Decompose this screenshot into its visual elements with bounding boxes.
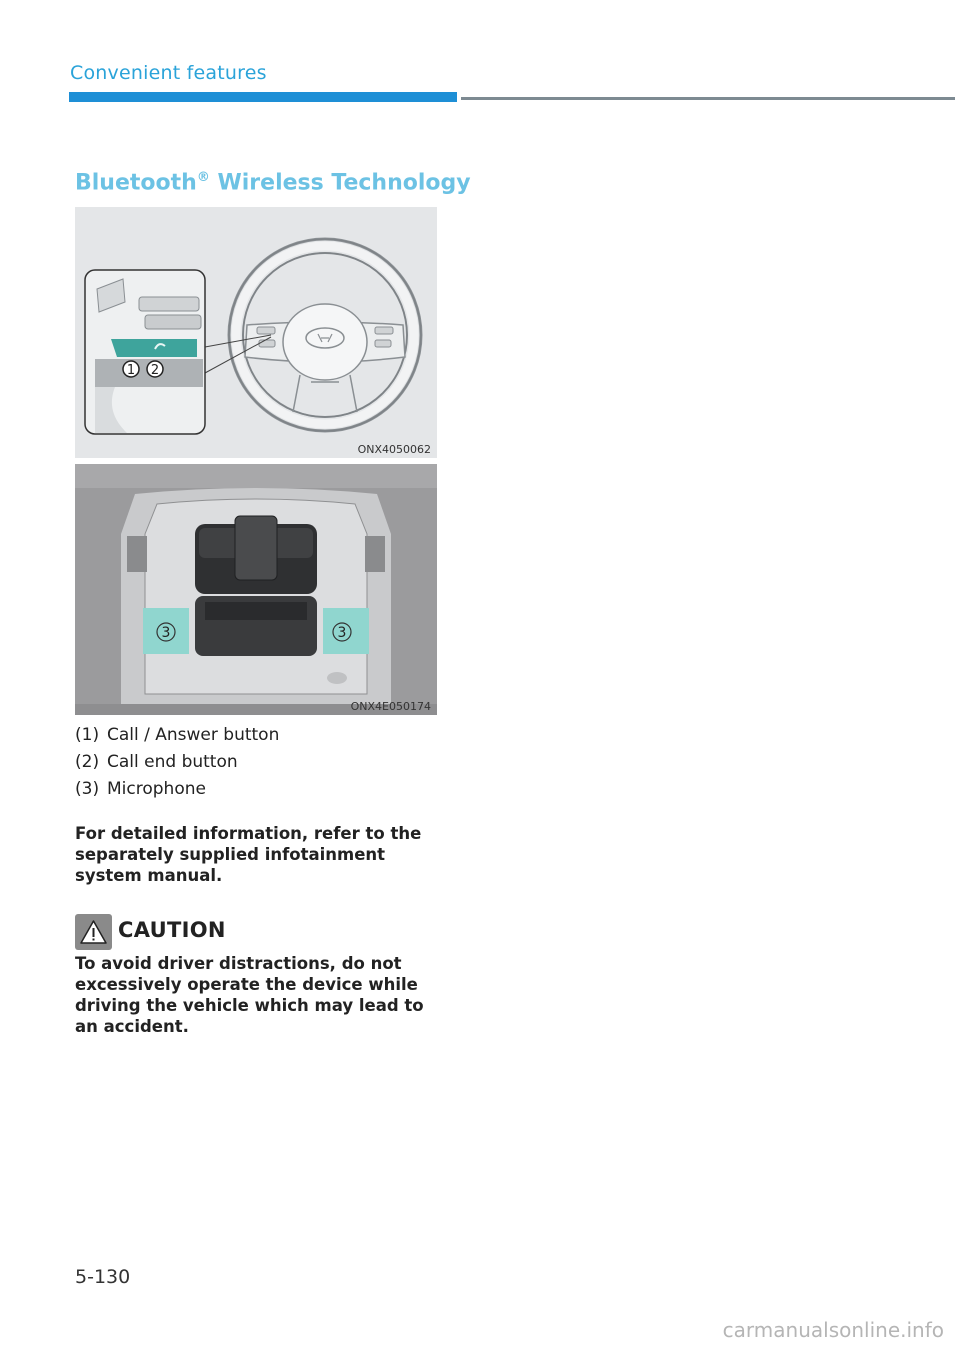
page-title [75, 170, 471, 195]
steering-wheel-figure [75, 207, 437, 458]
item-list [75, 722, 279, 803]
item-label: Call end button [107, 752, 238, 772]
item-number: (1) [75, 725, 100, 745]
info-paragraph: For detailed information, refer to the separately supplied infotainment system manual. [75, 824, 422, 885]
title-rest: Wireless Technology [209, 170, 471, 196]
overhead-console-figure [75, 464, 437, 715]
item-number: (2) [75, 752, 100, 772]
list-item [75, 722, 279, 749]
caution-heading: CAUTION [118, 918, 226, 942]
callout-markers-2 [75, 464, 437, 715]
registered-mark: ® [196, 170, 210, 185]
header-accent-bar [69, 92, 457, 102]
section-header: Convenient features [70, 62, 267, 84]
figure-code: ONX4E050174 [350, 700, 431, 713]
list-item [75, 776, 279, 803]
item-label: Microphone [107, 779, 206, 799]
item-label: Call / Answer button [107, 725, 280, 745]
callout-markers-1 [75, 207, 437, 458]
caution-text: To avoid driver distractions, do not excessively operate the device while driving the vehicle which may lead to an accident. [75, 954, 424, 1036]
page-number: 5-130 [75, 1266, 131, 1288]
callout-2-label: 2 [150, 363, 160, 378]
figure-code: ONX4050062 [357, 443, 431, 456]
title-word: Bluetooth [75, 170, 197, 196]
callout-1-label: 1 [126, 363, 136, 378]
list-item [75, 749, 279, 776]
header-rule [461, 97, 955, 100]
warning-triangle-icon [75, 914, 112, 950]
callout-3-left: 3 [161, 625, 171, 641]
watermark: carmanualsonline.info [722, 1318, 944, 1342]
item-number: (3) [75, 779, 100, 799]
callout-3-right: 3 [337, 625, 347, 641]
